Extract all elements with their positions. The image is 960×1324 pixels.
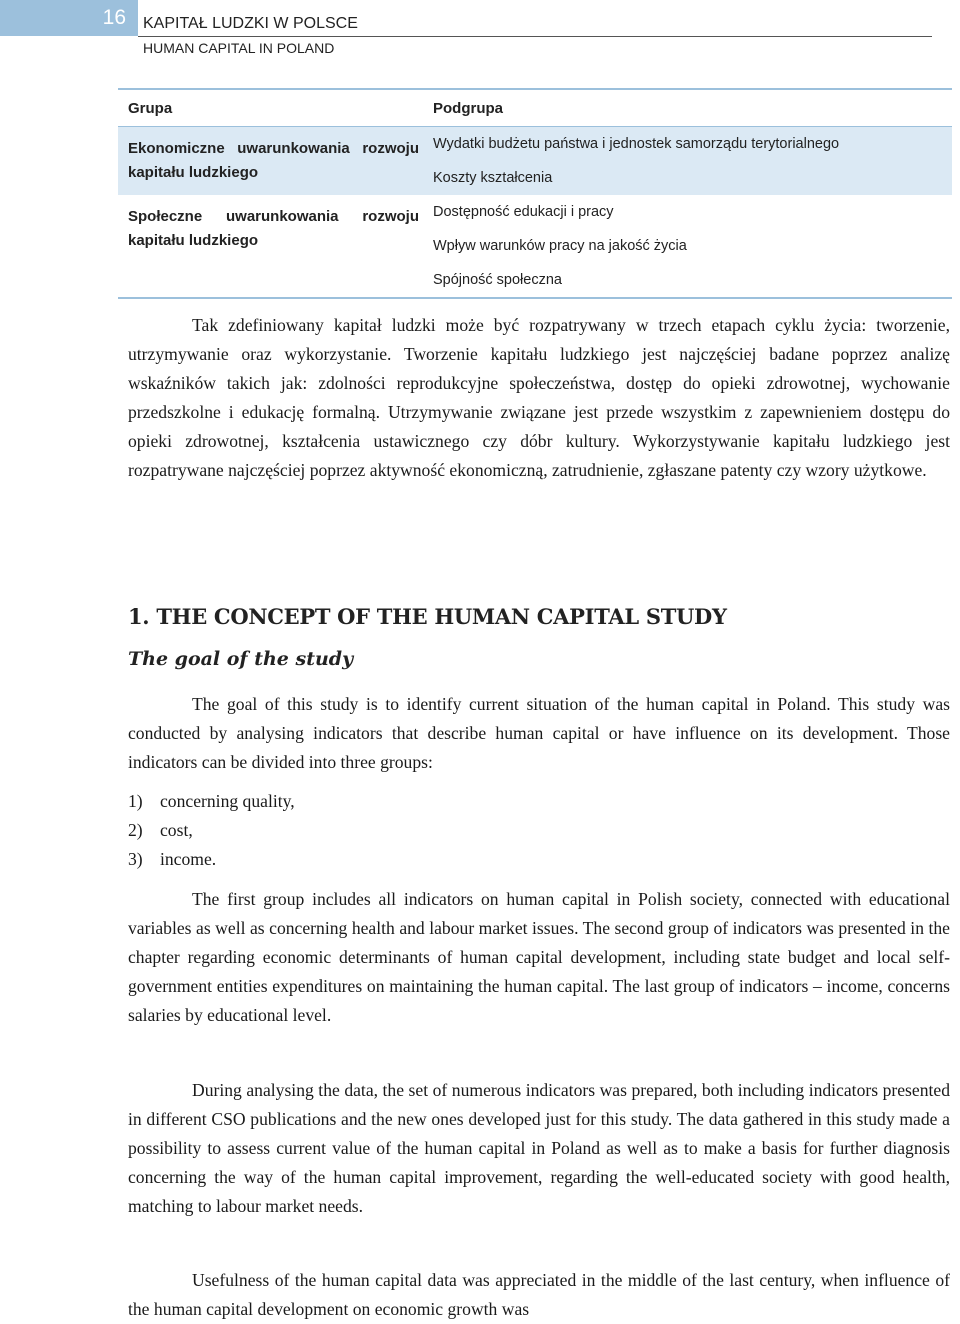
list-number: 1) (128, 791, 143, 811)
running-header-title: KAPITAŁ LUDZKI W POLSCE (143, 15, 358, 32)
table-row (118, 195, 952, 297)
page-number: 16 (0, 0, 138, 36)
subgroup-cell: Dostępność edukacji i pracy (433, 204, 614, 220)
column-header-group: Grupa (128, 99, 173, 117)
paragraph-polish: Tak zdefiniowany kapitał ludzki może być rozpatrywany w trzech etapach cyklu życia: tworzenie, utrzymywanie oraz wykorzystanie. Tworzenie kapitału ludzkiego jest najczęściej badane poprzez analizę wskaźników takich jak: zdolności reprodukcyjne społeczeństwa, dostęp do opieki zdrowotnej, wychowanie przedszkolne i edukację formalną. Utrzymywanie związane jest przede wszystkim z zapewnieniem dostępu do opieki zdrowotnej, kształcenia ustawicznego czy dóbr kultury. Wykorzystywanie kapitału ludzkiego jest rozpatrywane najczęściej poprzez aktywność ekonomiczną, zatrudnienie, zgłaszane patenty czy wzory użytkowe. (128, 315, 950, 480)
running-header-subtitle: HUMAN CAPITAL IN POLAND (143, 40, 335, 56)
list-item (128, 845, 295, 874)
table-row (118, 127, 952, 195)
group-cell: Społeczne uwarunkowania rozwoju kapitału ludzkiego (128, 208, 419, 249)
section-heading: 1. THE CONCEPT OF THE HUMAN CAPITAL STUDY (128, 604, 727, 629)
subgroup-cell: Spójność społeczna (433, 272, 562, 288)
paragraph-goal: The goal of this study is to identify current situation of the human capital in Poland. This study was conducted by analysing indicators that describe human capital or have influence on its development. Those indicators can be divided into three groups: (128, 694, 950, 772)
list-text: concerning quality, (160, 791, 295, 811)
paragraph-analysing: During analysing the data, the set of numerous indicators was prepared, both including indicators presented in different CSO publications and the new ones developed just for this study. The data gathered in this study made a possibility to assess current value of the human capital in Poland as well as to make a basis for further diagnosis concerning the way of the human capital improvement, regarding the well-educated society with good health, matching to labour market needs. (128, 1080, 950, 1216)
list-item (128, 816, 295, 845)
header-divider (138, 36, 932, 37)
list-number: 2) (128, 820, 143, 840)
indicator-list (128, 787, 295, 874)
column-header-subgroup: Podgrupa (433, 99, 503, 117)
list-text: cost, (160, 820, 193, 840)
list-item (128, 787, 295, 816)
paragraph-usefulness: Usefulness of the human capital data was appreciated in the middle of the last century, when influence of the human capital development on economic growth was (128, 1270, 950, 1319)
subsection-heading: The goal of the study (128, 648, 354, 670)
list-text: income. (160, 849, 217, 869)
subgroup-cell: Koszty kształcenia (433, 170, 553, 186)
paragraph-groups: The first group includes all indicators on human capital in Polish society, connected with educational variables as well as concerning health and labour market issues. The second group of indicators was presented in the chapter regarding economic determinants of human capital development, including state budget and local self-government entities expenditures on maintaining the human capital. The last group of indicators – income, concerns salaries by educational level. (128, 889, 950, 1025)
group-cell: Ekonomiczne uwarunkowania rozwoju kapitału ludzkiego (128, 140, 419, 181)
indicator-groups-table (118, 88, 952, 299)
list-number: 3) (128, 849, 143, 869)
table-header-row (118, 88, 952, 127)
subgroup-cell: Wpływ warunków pracy na jakość życia (433, 238, 687, 254)
subgroup-cell: Wydatki budżetu państwa i jednostek samorządu terytorialnego (433, 136, 840, 152)
